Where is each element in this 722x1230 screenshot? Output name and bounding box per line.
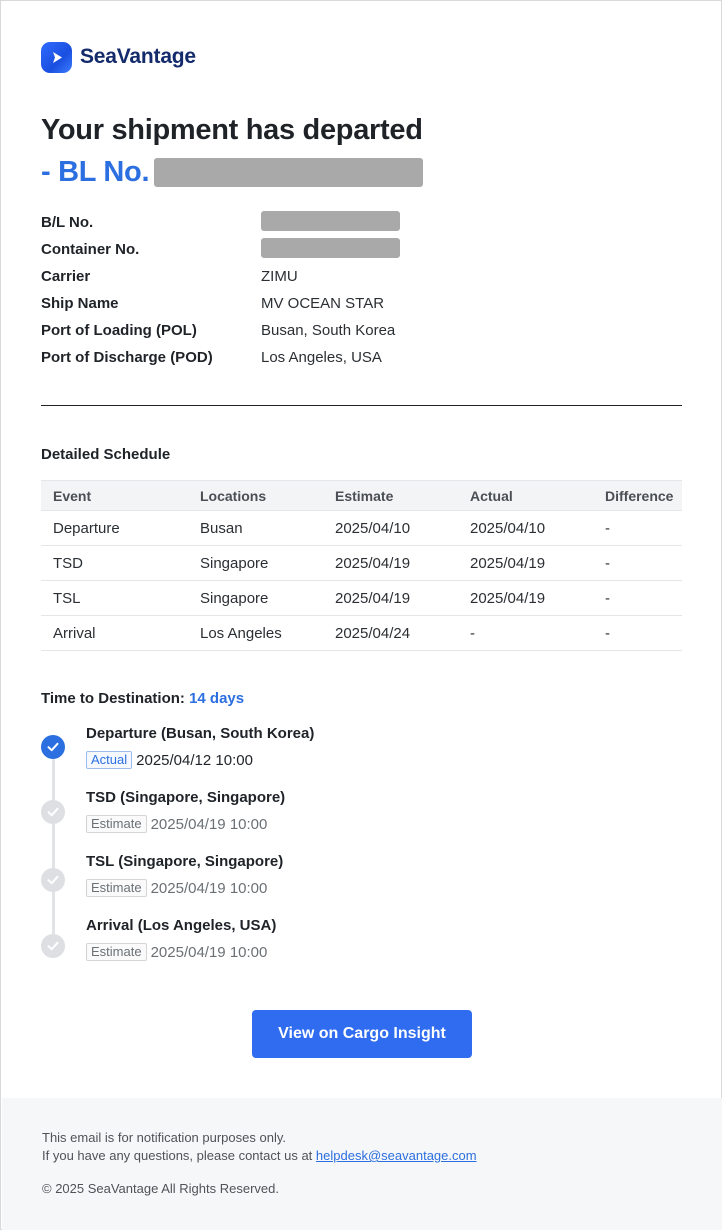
table-cell: 2025/04/19 [458, 546, 593, 581]
timeline-title: TSL (Singapore, Singapore) [86, 853, 284, 870]
table-cell: TSL [41, 581, 188, 616]
bl-number-prefix: - BL No. [41, 155, 150, 188]
info-value: Los Angeles, USA [261, 349, 382, 366]
timeline-title: Departure (Busan, South Korea) [86, 725, 315, 742]
info-row [41, 263, 682, 290]
ttd-label: Time to Destination: [41, 690, 185, 707]
timeline-item [41, 851, 682, 901]
timeline-title: Arrival (Los Angeles, USA) [86, 917, 277, 934]
footer-line-1: This email is for notification purposes only. [42, 1130, 286, 1145]
table-cell: 2025/04/19 [458, 581, 593, 616]
timeline-item [41, 787, 682, 837]
timeline-detail [86, 879, 267, 897]
brand-name: SeaVantage [80, 45, 196, 68]
table-cell: Busan [188, 511, 323, 546]
table-cell: Singapore [188, 546, 323, 581]
info-label: Container No. [41, 241, 140, 258]
redacted-value [261, 211, 400, 231]
status-badge: Actual [86, 751, 132, 769]
check-icon [41, 868, 65, 892]
time-to-destination [41, 690, 244, 707]
helpdesk-email-link[interactable]: helpdesk@seavantage.com [315, 1148, 477, 1163]
table-cell: 2025/04/19 [323, 546, 458, 581]
timeline-detail [86, 943, 267, 961]
redacted-value [261, 238, 400, 258]
footer-line-2 [42, 1147, 477, 1165]
status-badge: Estimate [86, 943, 147, 961]
table-cell: Departure [41, 511, 188, 546]
copyright: © 2025 SeaVantage All Rights Reserved. [42, 1181, 279, 1196]
footer-contact-text: If you have any questions, please contact us at [42, 1148, 313, 1163]
check-icon [41, 735, 65, 759]
timeline-time: 2025/04/19 10:00 [150, 815, 268, 833]
info-row [41, 209, 682, 236]
shipment-info [41, 209, 682, 371]
timeline-time: 2025/04/12 10:00 [136, 751, 253, 769]
column-header: Difference [593, 481, 682, 511]
page-title: Your shipment has departed [41, 114, 423, 146]
table-row [41, 546, 682, 581]
timeline-time: 2025/04/19 10:00 [150, 943, 268, 961]
brand-logo[interactable] [41, 41, 196, 73]
table-header-row [41, 481, 682, 511]
table-cell: TSD [41, 546, 188, 581]
table-cell: Arrival [41, 616, 188, 651]
table-row [41, 511, 682, 546]
table-cell: - [593, 546, 682, 581]
info-row [41, 344, 682, 371]
table-cell: 2025/04/24 [323, 616, 458, 651]
timeline-item [41, 723, 682, 773]
timeline-detail [86, 751, 253, 769]
info-label: Ship Name [41, 295, 119, 312]
status-badge: Estimate [86, 815, 147, 833]
table-row [41, 581, 682, 616]
info-value [261, 211, 400, 235]
view-on-cargo-insight-button[interactable]: View on Cargo Insight [252, 1010, 472, 1058]
table-cell: 2025/04/10 [458, 511, 593, 546]
check-icon [41, 934, 65, 958]
column-header: Actual [458, 481, 593, 511]
info-value: ZIMU [261, 268, 298, 285]
column-header: Estimate [323, 481, 458, 511]
redacted-bl-number [154, 158, 423, 187]
info-value: MV OCEAN STAR [261, 295, 385, 312]
table-cell: - [593, 616, 682, 651]
info-label: Port of Discharge (POD) [41, 349, 213, 366]
column-header: Event [41, 481, 188, 511]
info-value [261, 238, 400, 262]
ttd-value: 14 days [189, 690, 245, 707]
info-row [41, 290, 682, 317]
column-header: Locations [188, 481, 323, 511]
table-cell: - [458, 616, 593, 651]
timeline-title: TSD (Singapore, Singapore) [86, 789, 286, 806]
section-divider [41, 405, 682, 406]
table-row [41, 616, 682, 651]
table-cell: - [593, 511, 682, 546]
table-cell: 2025/04/10 [323, 511, 458, 546]
check-icon [41, 800, 65, 824]
info-row [41, 236, 682, 263]
info-label: Carrier [41, 268, 91, 285]
footer-notice [42, 1129, 477, 1165]
seavantage-logo-icon [41, 42, 72, 73]
timeline-detail [86, 815, 267, 833]
table-cell: Singapore [188, 581, 323, 616]
table-cell: Los Angeles [188, 616, 323, 651]
timeline-time: 2025/04/19 10:00 [150, 879, 268, 897]
status-badge: Estimate [86, 879, 147, 897]
timeline-item [41, 915, 682, 965]
email-footer [2, 1098, 722, 1230]
bl-number-heading [41, 154, 423, 190]
info-value: Busan, South Korea [261, 322, 396, 339]
info-label: Port of Loading (POL) [41, 322, 197, 339]
table-cell: 2025/04/19 [323, 581, 458, 616]
info-row [41, 317, 682, 344]
schedule-table [41, 480, 682, 651]
schedule-title: Detailed Schedule [41, 446, 171, 463]
progress-timeline [41, 723, 682, 963]
info-label: B/L No. [41, 214, 94, 231]
table-cell: - [593, 581, 682, 616]
